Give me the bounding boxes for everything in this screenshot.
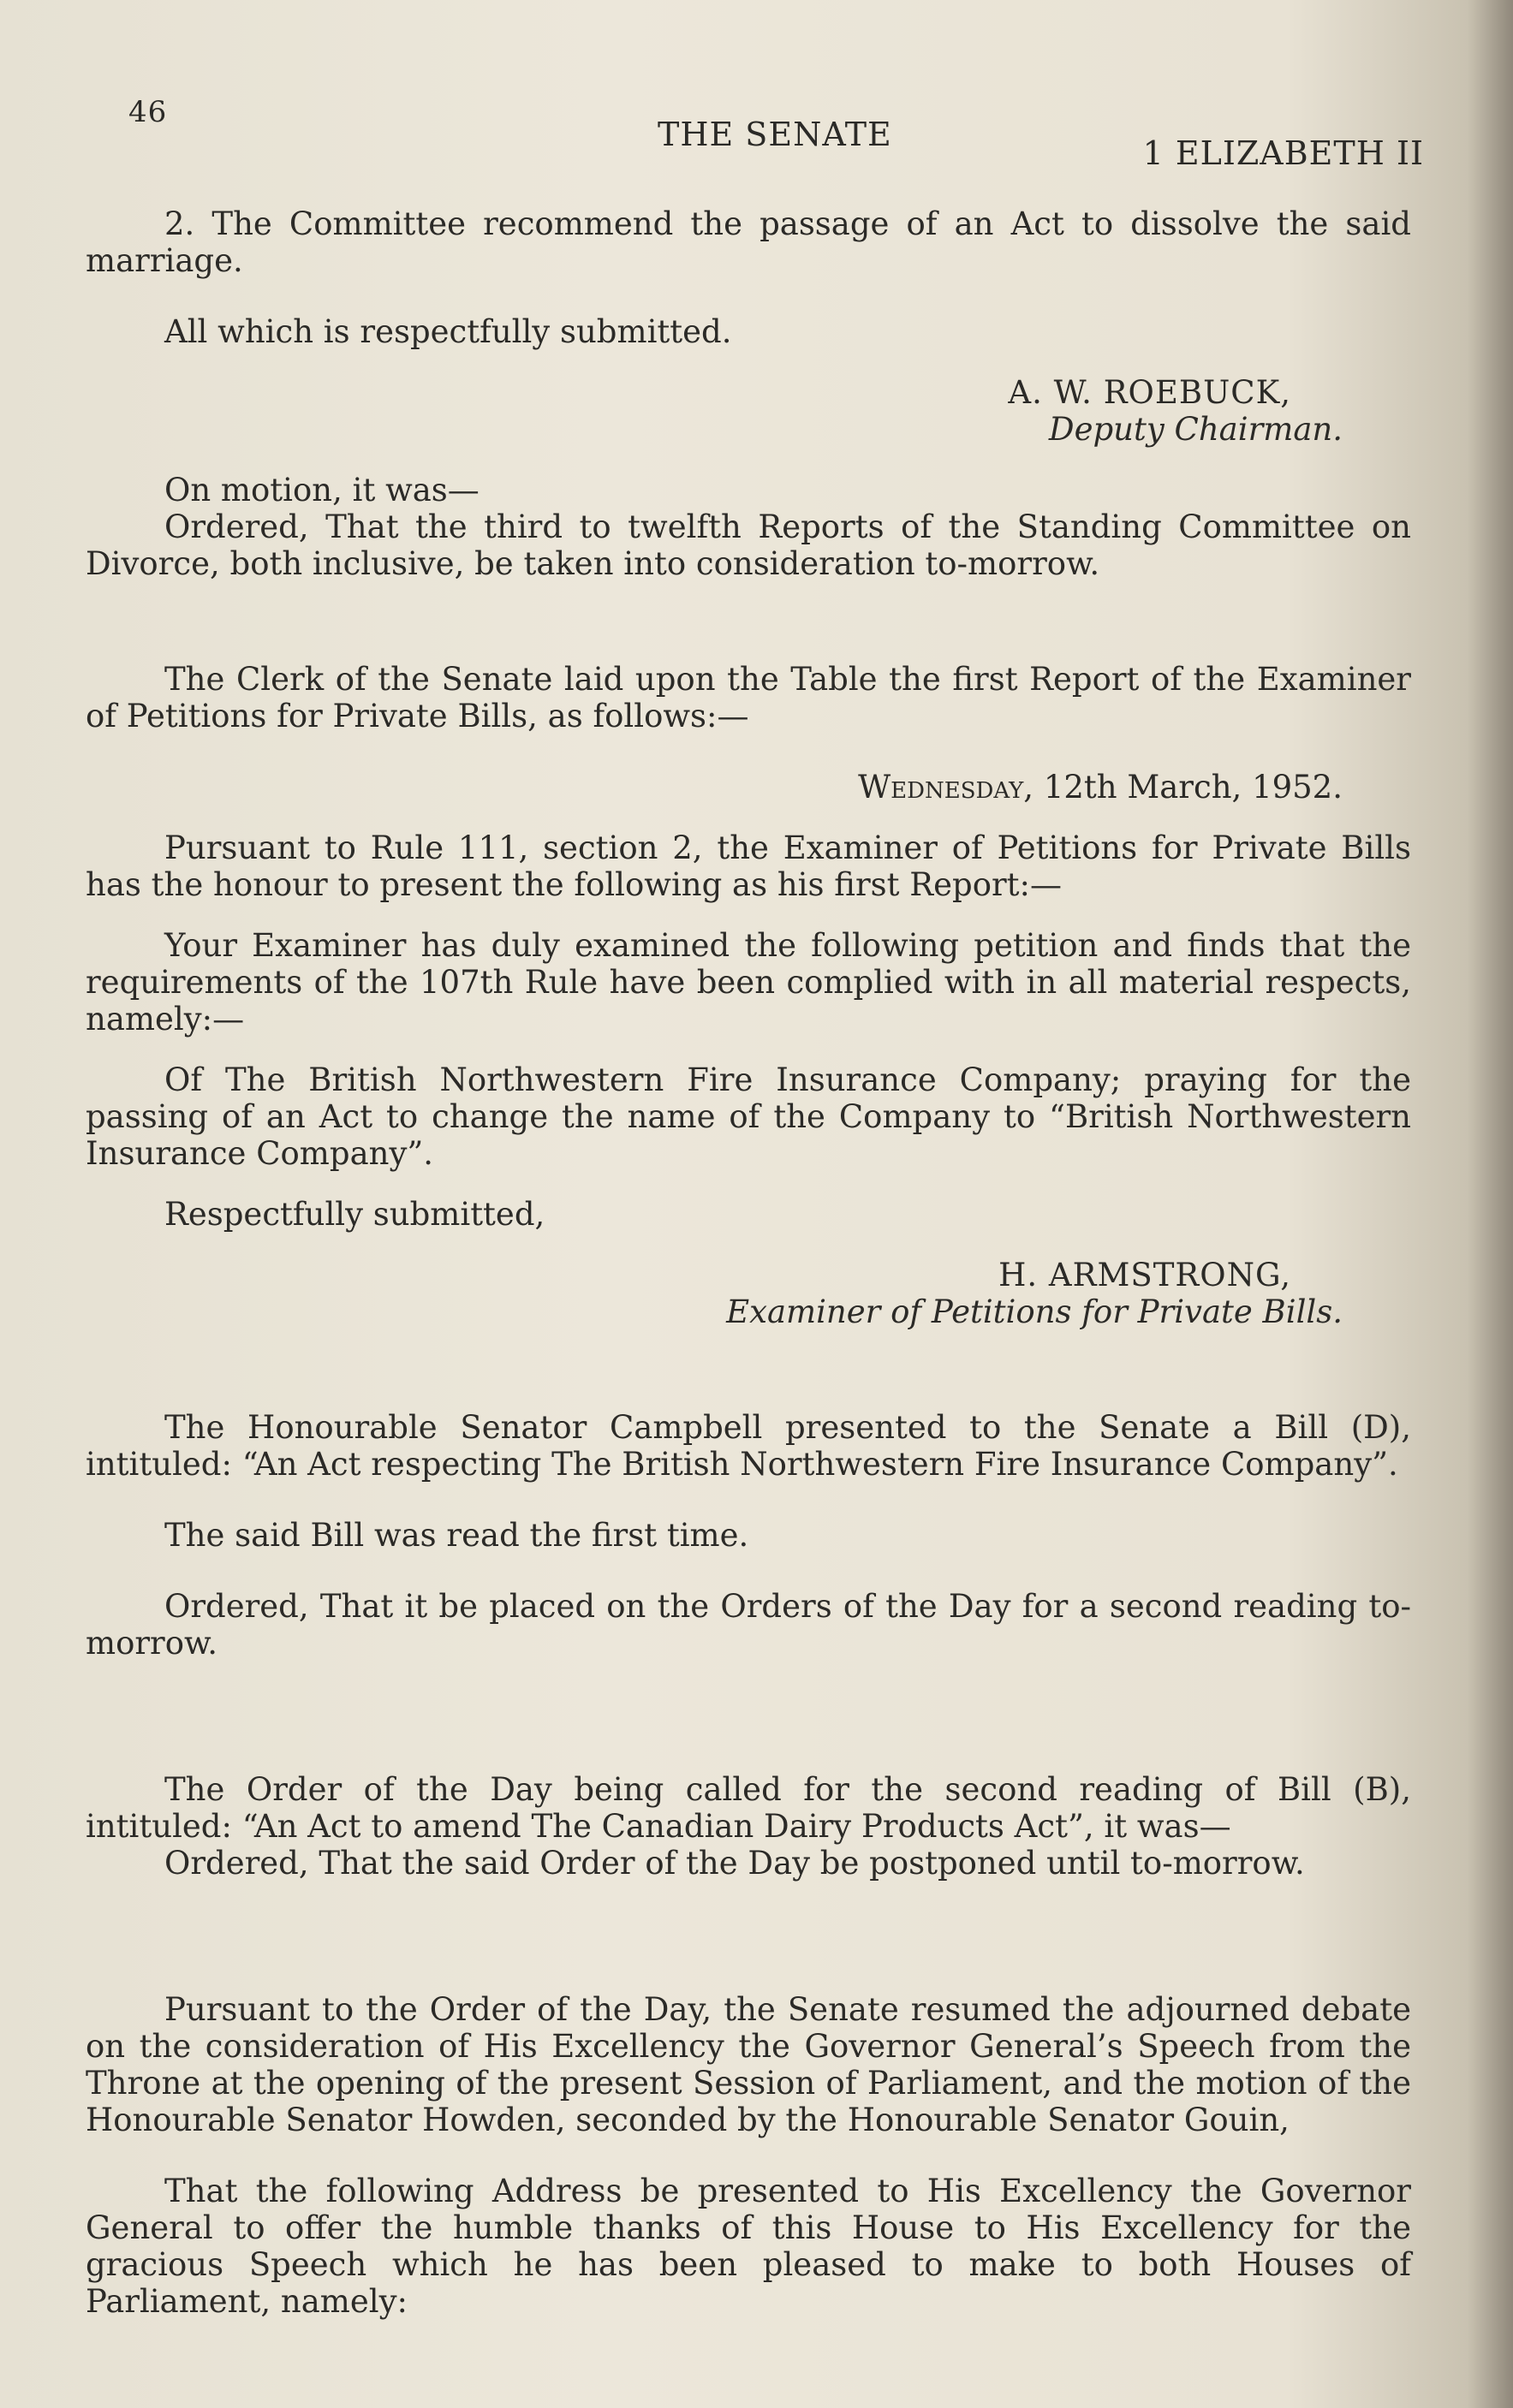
examiner-title: Examiner of Petitions for Private Bills. bbox=[726, 1293, 1343, 1330]
clerk-report-intro: The Clerk of the Senate laid upon the Table the first Report of the Examiner of Petitions for Private Bills, as follows:— bbox=[86, 661, 1411, 734]
signatory-name: A. W. ROEBUCK, bbox=[1008, 374, 1291, 411]
page-header bbox=[118, 90, 1424, 172]
respectfully-submitted: Respectfully submitted, bbox=[164, 1196, 545, 1233]
page-number: 46 bbox=[128, 95, 168, 129]
bill-d-presented: The Honourable Senator Campbell presented to the Senate a Bill (D), intituled: “An Act respecting The British Northwestern Fire Insurance Company”. bbox=[86, 1409, 1411, 1483]
submission-line: All which is respectfully submitted. bbox=[164, 313, 732, 350]
committee-recommendation: 2. The Committee recommend the passage of an Act to dissolve the said marriage. bbox=[86, 205, 1411, 279]
motion-line: On motion, it was— bbox=[164, 472, 480, 508]
report-date-day: Wednesday bbox=[858, 769, 1024, 806]
signatory-title: Deputy Chairman. bbox=[1048, 411, 1343, 448]
divorce-order: Ordered, That the third to twelfth Reports of the Standing Committee on Divorce, both inclusive, be taken into consideration to-morrow. bbox=[86, 508, 1411, 582]
bill-b-postponed: Ordered, That the said Order of the Day be postponed until to-morrow. bbox=[164, 1845, 1305, 1882]
examiner-name: H. ARMSTRONG, bbox=[998, 1257, 1291, 1293]
report-date-rest: , 12th March, 1952. bbox=[1023, 769, 1343, 806]
report-date bbox=[86, 769, 1411, 806]
petition-text: Of The British Northwestern Fire Insurance Company; praying for the passing of an Act to change the name of the Company to “British Northwestern Insurance Company”. bbox=[86, 1061, 1411, 1172]
regnal-year: 1 ELIZABETH II bbox=[1142, 134, 1424, 172]
running-head: THE SENATE bbox=[658, 116, 892, 153]
adjourned-debate: Pursuant to the Order of the Day, the Senate resumed the adjourned debate on the consideration of His Excellency the Governor General’s Speech from the Throne at the opening of the present Session of Parliament, and the motion of the Honourable Senator Howden, seconded by the Honourable Senator Gouin, bbox=[86, 1991, 1411, 2138]
second-reading-order: Ordered, That it be placed on the Orders of the Day for a second reading to-morrow. bbox=[86, 1588, 1411, 1662]
examiner-findings: Your Examiner has duly examined the following petition and finds that the requirements of the 107th Rule have been complied with in all material respects, namely:— bbox=[86, 927, 1411, 1038]
examiner-rule: Pursuant to Rule 111, section 2, the Examiner of Petitions for Private Bills has the honour to present the following as his first Report:— bbox=[86, 829, 1411, 903]
bill-first-reading: The said Bill was read the first time. bbox=[164, 1517, 749, 1554]
address-motion: That the following Address be presented to His Excellency the Governor General to offer the humble thanks of this House to His Excellency for the gracious Speech which he has been pleased to make to both Houses of Parliament, namely: bbox=[86, 2173, 1411, 2320]
bill-b-order: The Order of the Day being called for the second reading of Bill (B), intituled: “An Act to amend The Canadian Dairy Products Act”, it was— bbox=[86, 1771, 1411, 1845]
page-body bbox=[86, 205, 1411, 2320]
